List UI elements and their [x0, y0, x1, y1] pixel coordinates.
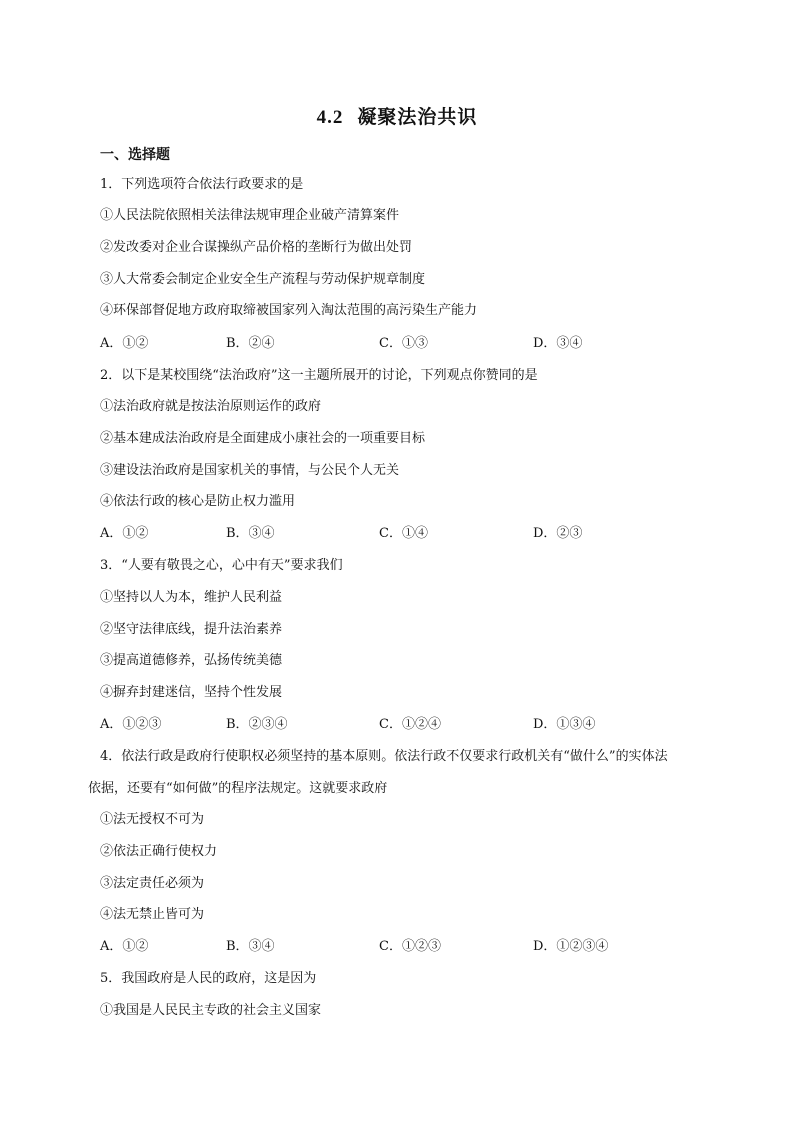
question-4-option-c: C．①②③: [379, 939, 441, 954]
question-4-option-d: D．①②③④: [533, 939, 609, 954]
question-4-item-3: ③法定责任必须为: [100, 876, 205, 891]
question-2-option-d: D．②③: [533, 526, 583, 541]
question-2-option-c: C．①④: [379, 526, 428, 541]
question-2-stem: 2．以下是某校围绕“法治政府”这一主题所展开的讨论，下列观点你赞同的是: [100, 368, 538, 383]
question-3-option-a: A．①②③: [100, 717, 162, 732]
question-2-item-3: ③建设法治政府是国家机关的事情，与公民个人无关: [100, 463, 400, 478]
question-1-item-1: ①人民法院依照相关法律法规审理企业破产清算案件: [100, 208, 400, 223]
question-1-option-c: C．①③: [379, 336, 428, 351]
question-3-item-3: ③提高道德修养，弘扬传统美德: [100, 653, 283, 668]
question-3-stem: 3．“人要有敬畏之心，心中有天”要求我们: [100, 558, 343, 573]
question-3-item-4: ④摒弃封建迷信，坚持个性发展: [100, 685, 283, 700]
question-4-item-1: ①法无授权不可为: [100, 812, 205, 827]
section-heading: 一、选择题: [100, 147, 170, 163]
question-1-item-3: ③人大常委会制定企业安全生产流程与劳动保护规章制度: [100, 272, 426, 287]
question-2-option-a: A．①②: [100, 526, 149, 541]
question-4-item-2: ②依法正确行使权力: [100, 844, 218, 859]
question-2-option-b: B．③④: [226, 526, 275, 541]
question-5-item-1: ①我国是人民民主专政的社会主义国家: [100, 1003, 322, 1018]
question-1-option-b: B．②④: [226, 336, 275, 351]
question-4-option-b: B．③④: [226, 939, 275, 954]
question-2-item-2: ②基本建成法治政府是全面建成小康社会的一项重要目标: [100, 431, 426, 446]
page-title: [0, 102, 794, 129]
question-3-option-b: B．②③④: [226, 717, 288, 732]
question-1-stem: 1．下列选项符合依法行政要求的是: [100, 177, 304, 192]
question-1-item-4: ④环保部督促地方政府取缔被国家列入淘汰范围的高污染生产能力: [100, 303, 478, 318]
question-2-item-4: ④依法行政的核心是防止权力滥用: [100, 494, 296, 509]
title-number: 4.2: [316, 107, 344, 128]
question-4-option-a: A．①②: [100, 939, 149, 954]
question-4-stem: 4．依法行政是政府行使职权必须坚持的基本原则。依法行政不仅要求行政机关有“做什么”的实体法: [100, 749, 668, 764]
question-1-option-d: D．③④: [533, 336, 583, 351]
question-4-stem-continued: 依据，还要有“如何做”的程序法规定。这就要求政府: [88, 781, 388, 796]
question-4-item-4: ④法无禁止皆可为: [100, 907, 205, 922]
title-text: 凝聚法治共识: [357, 106, 478, 128]
question-3-option-d: D．①③④: [533, 717, 596, 732]
question-2-item-1: ①法治政府就是按法治原则运作的政府: [100, 399, 322, 414]
question-5-stem: 5．我国政府是人民的政府，这是因为: [100, 971, 317, 986]
question-1-item-2: ②发改委对企业合谋操纵产品价格的垄断行为做出处罚: [100, 240, 413, 255]
question-1-option-a: A．①②: [100, 336, 149, 351]
question-3-item-2: ②坚守法律底线，提升法治素养: [100, 622, 283, 637]
question-3-option-c: C．①②④: [379, 717, 441, 732]
question-3-item-1: ①坚持以人为本，维护人民利益: [100, 590, 283, 605]
